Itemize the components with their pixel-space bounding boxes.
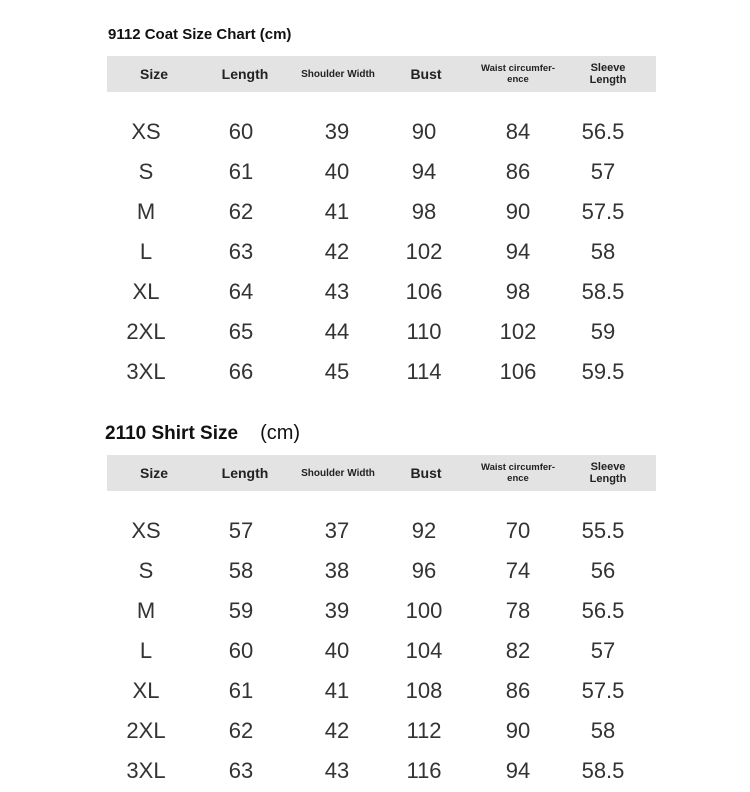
cell-sleeve-length: 56.5 bbox=[581, 119, 625, 144]
cell-bust: 116 bbox=[406, 758, 442, 783]
table-row bbox=[0, 192, 750, 232]
cell-length: 62 bbox=[228, 718, 254, 743]
cell-sleeve-length: 56 bbox=[590, 558, 616, 583]
cell-size: 3XL bbox=[126, 758, 166, 783]
table-row bbox=[0, 631, 750, 671]
cell-bust: 98 bbox=[411, 199, 437, 224]
cell-bust: 100 bbox=[405, 598, 443, 623]
cell-size: S bbox=[138, 159, 154, 184]
header-waist: Waist circumfer-ence bbox=[480, 63, 556, 85]
shirt-title-unit: (cm) bbox=[260, 422, 301, 444]
cell-shoulder-width: 43 bbox=[324, 279, 350, 304]
cell-sleeve-length: 57.5 bbox=[581, 678, 625, 703]
table-row bbox=[0, 272, 750, 312]
header-length: Length bbox=[221, 66, 269, 82]
cell-waist: 82 bbox=[505, 638, 531, 663]
cell-size: L bbox=[139, 239, 153, 264]
cell-waist: 90 bbox=[505, 718, 531, 743]
cell-shoulder-width: 43 bbox=[324, 758, 350, 783]
cell-shoulder-width: 40 bbox=[324, 638, 350, 663]
table-row bbox=[0, 112, 750, 152]
cell-length: 59 bbox=[228, 598, 254, 623]
cell-length: 63 bbox=[228, 239, 254, 264]
cell-sleeve-length: 58.5 bbox=[581, 758, 625, 783]
header-shoulder-width: Shoulder Width bbox=[301, 467, 375, 479]
table-row bbox=[0, 312, 750, 352]
cell-bust: 94 bbox=[411, 159, 437, 184]
cell-length: 58 bbox=[228, 558, 254, 583]
cell-length: 64 bbox=[228, 279, 254, 304]
header-bust: Bust bbox=[410, 66, 442, 82]
cell-length: 57 bbox=[228, 518, 254, 543]
cell-length: 60 bbox=[228, 638, 254, 663]
table-row bbox=[0, 511, 750, 551]
cell-shoulder-width: 39 bbox=[324, 119, 350, 144]
cell-waist: 74 bbox=[505, 558, 531, 583]
shirt-table-title: 2110 Shirt Size (cm) bbox=[105, 422, 301, 444]
table-row bbox=[0, 232, 750, 272]
cell-size: 2XL bbox=[126, 718, 166, 743]
cell-waist: 102 bbox=[499, 319, 537, 344]
cell-waist: 94 bbox=[505, 758, 531, 783]
cell-sleeve-length: 55.5 bbox=[581, 518, 625, 543]
header-bust: Bust bbox=[410, 465, 442, 481]
cell-shoulder-width: 42 bbox=[324, 718, 350, 743]
cell-shoulder-width: 41 bbox=[324, 678, 350, 703]
table-row bbox=[0, 352, 750, 392]
cell-length: 66 bbox=[228, 359, 254, 384]
header-length: Length bbox=[221, 465, 269, 481]
cell-length: 60 bbox=[228, 119, 254, 144]
cell-bust: 110 bbox=[406, 319, 442, 344]
cell-shoulder-width: 37 bbox=[324, 518, 350, 543]
cell-bust: 106 bbox=[405, 279, 443, 304]
cell-bust: 96 bbox=[411, 558, 437, 583]
cell-bust: 102 bbox=[405, 239, 443, 264]
cell-shoulder-width: 41 bbox=[324, 199, 350, 224]
cell-bust: 112 bbox=[406, 718, 442, 743]
cell-waist: 70 bbox=[505, 518, 531, 543]
cell-shoulder-width: 40 bbox=[324, 159, 350, 184]
cell-sleeve-length: 58 bbox=[590, 239, 616, 264]
table-row bbox=[0, 751, 750, 791]
cell-shoulder-width: 42 bbox=[324, 239, 350, 264]
cell-bust: 108 bbox=[405, 678, 443, 703]
cell-sleeve-length: 59 bbox=[590, 319, 616, 344]
cell-waist: 86 bbox=[505, 159, 531, 184]
cell-bust: 114 bbox=[406, 359, 442, 384]
table-row bbox=[0, 591, 750, 631]
cell-sleeve-length: 57.5 bbox=[581, 199, 625, 224]
cell-waist: 78 bbox=[505, 598, 531, 623]
shirt-table-header bbox=[107, 455, 656, 491]
cell-bust: 104 bbox=[405, 638, 443, 663]
cell-size: XL bbox=[132, 678, 160, 703]
cell-sleeve-length: 59.5 bbox=[581, 359, 625, 384]
table-row bbox=[0, 152, 750, 192]
table-row bbox=[0, 711, 750, 751]
cell-length: 61 bbox=[228, 678, 254, 703]
cell-sleeve-length: 58.5 bbox=[581, 279, 625, 304]
header-sleeve-length: Sleeve Length bbox=[589, 461, 627, 485]
cell-waist: 98 bbox=[505, 279, 531, 304]
header-waist: Waist circumfer-ence bbox=[480, 462, 556, 484]
cell-shoulder-width: 45 bbox=[324, 359, 350, 384]
cell-size: S bbox=[138, 558, 154, 583]
cell-shoulder-width: 38 bbox=[324, 558, 350, 583]
cell-sleeve-length: 57 bbox=[590, 159, 616, 184]
table-row bbox=[0, 551, 750, 591]
cell-size: XS bbox=[131, 518, 161, 543]
cell-size: XS bbox=[131, 119, 161, 144]
cell-sleeve-length: 57 bbox=[590, 638, 616, 663]
cell-length: 63 bbox=[228, 758, 254, 783]
cell-shoulder-width: 44 bbox=[324, 319, 350, 344]
cell-sleeve-length: 58 bbox=[590, 718, 616, 743]
cell-waist: 84 bbox=[505, 119, 531, 144]
cell-length: 62 bbox=[228, 199, 254, 224]
cell-size: 2XL bbox=[126, 319, 166, 344]
cell-waist: 106 bbox=[499, 359, 537, 384]
coat-table-title: 9112 Coat Size Chart (cm) bbox=[108, 26, 292, 43]
cell-waist: 94 bbox=[505, 239, 531, 264]
header-sleeve-length: Sleeve Length bbox=[589, 62, 627, 86]
cell-size: M bbox=[136, 598, 156, 623]
cell-size: 3XL bbox=[126, 359, 166, 384]
cell-waist: 90 bbox=[505, 199, 531, 224]
cell-size: XL bbox=[132, 279, 160, 304]
cell-sleeve-length: 56.5 bbox=[581, 598, 625, 623]
header-shoulder-width: Shoulder Width bbox=[301, 68, 375, 80]
cell-bust: 90 bbox=[411, 119, 437, 144]
cell-waist: 86 bbox=[505, 678, 531, 703]
cell-shoulder-width: 39 bbox=[324, 598, 350, 623]
cell-length: 61 bbox=[228, 159, 254, 184]
coat-table-header bbox=[107, 56, 656, 92]
cell-size: M bbox=[136, 199, 156, 224]
header-size: Size bbox=[139, 66, 169, 82]
table-row bbox=[0, 671, 750, 711]
cell-size: L bbox=[139, 638, 153, 663]
header-size: Size bbox=[139, 465, 169, 481]
cell-bust: 92 bbox=[411, 518, 437, 543]
cell-length: 65 bbox=[228, 319, 254, 344]
